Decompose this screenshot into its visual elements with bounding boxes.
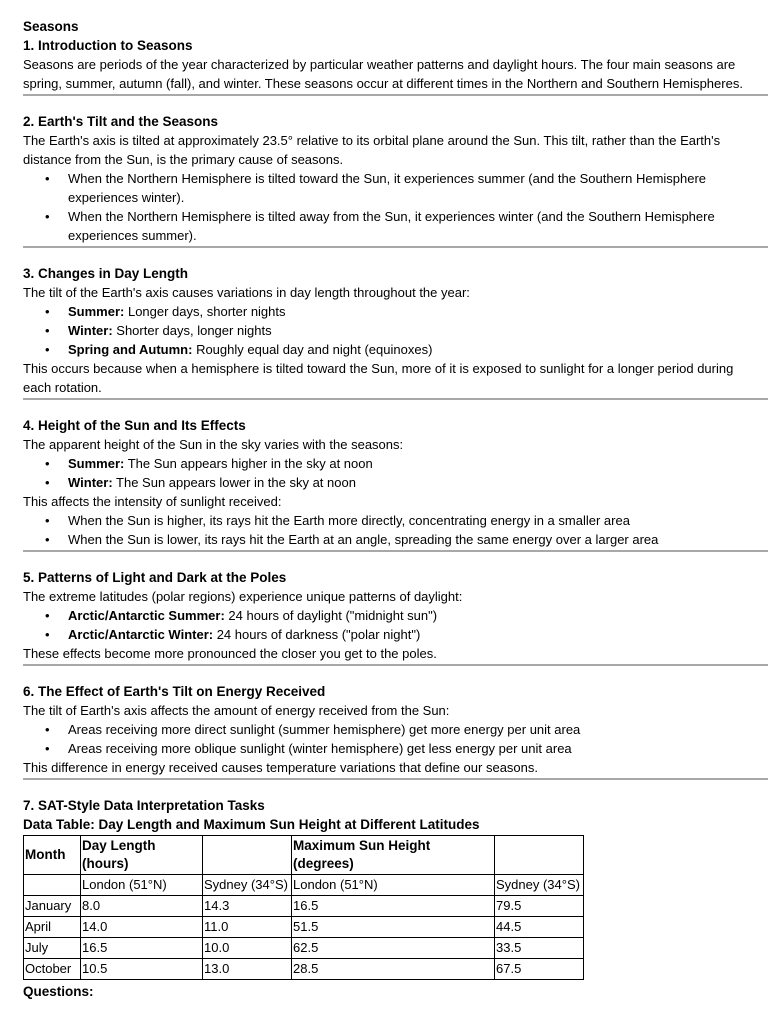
list-item-text: Shorter days, longer nights [112, 323, 272, 338]
section-heading: 1. Introduction to Seasons [23, 38, 193, 53]
list-item [68, 321, 745, 340]
list-item [68, 473, 745, 492]
table-row [24, 917, 584, 938]
table-header-cell [495, 836, 584, 875]
table-cell: 62.5 [292, 938, 495, 959]
list-item [68, 169, 745, 207]
list-item-term: Winter: [68, 323, 113, 338]
table-title: Data Table: Day Length and Maximum Sun Height at Different Latitudes [23, 817, 480, 832]
section-divider [23, 664, 768, 666]
section-divider [23, 94, 768, 96]
list-item-text: The Sun appears lower in the sky at noon [112, 475, 356, 490]
list-item-text: The Sun appears higher in the sky at noon [124, 456, 373, 471]
section-paragraph: The tilt of Earth's axis affects the amount of energy received from the Sun: [23, 703, 450, 718]
list-item-term: Spring and Autumn: [68, 342, 193, 357]
table-cell: Sydney (34°S) [495, 875, 584, 896]
section-heading: 6. The Effect of Earth's Tilt on Energy Received [23, 684, 326, 699]
table-header-cell [203, 836, 292, 875]
questions-label: Questions: [23, 984, 94, 999]
section-heading: 4. Height of the Sun and Its Effects [23, 418, 246, 433]
table-cell: 16.5 [292, 896, 495, 917]
section-data-tasks [23, 796, 745, 1001]
table-cell: 14.3 [203, 896, 292, 917]
table-cell: October [24, 959, 81, 980]
section-paragraph: The Earth's axis is tilted at approximately 23.5° relative to its orbital plane around the Sun. This tilt, rather than the Earth's distance from the Sun, is the primary cause of seasons. [23, 133, 721, 167]
bullet-list [23, 606, 745, 644]
list-item-text: 24 hours of darkness ("polar night") [213, 627, 421, 642]
section-paragraph: The tilt of the Earth's axis causes variations in day length throughout the year: [23, 285, 470, 300]
bullet-list [23, 302, 745, 359]
table-row [24, 896, 584, 917]
bullet-list [23, 169, 745, 245]
section-divider [23, 550, 768, 552]
list-item-text: When the Sun is lower, its rays hit the Earth at an angle, spreading the same energy over a larger area [68, 532, 659, 547]
section-heading: 5. Patterns of Light and Dark at the Poles [23, 570, 287, 585]
table-row [24, 959, 584, 980]
list-item [68, 207, 745, 245]
bullet-list [23, 454, 745, 492]
list-item-text: Roughly equal day and night (equinoxes) [192, 342, 433, 357]
table-header-cell: Maximum Sun Height (degrees) [292, 836, 495, 875]
table-cell: 79.5 [495, 896, 584, 917]
table-cell: 67.5 [495, 959, 584, 980]
section-paragraph: The extreme latitudes (polar regions) experience unique patterns of daylight: [23, 589, 463, 604]
list-item-term: Arctic/Antarctic Winter: [68, 627, 214, 642]
list-item-text: Areas receiving more direct sunlight (summer hemisphere) get more energy per unit area [68, 722, 581, 737]
list-item-term: Winter: [68, 475, 113, 490]
section-paragraph: Seasons are periods of the year characterized by particular weather patterns and daylight hours. The four main seasons are spring, summer, autumn (fall), and winter. These seasons occur at different times in the Northern and Southern Hemispheres. [23, 57, 743, 91]
table-row [24, 938, 584, 959]
list-item-term: Summer: [68, 304, 125, 319]
table-cell: 13.0 [203, 959, 292, 980]
list-item-text: When the Northern Hemisphere is tilted away from the Sun, it experiences winter (and the Southern Hemisphere experiences summer). [68, 209, 715, 243]
section-paragraph: This occurs because when a hemisphere is tilted toward the Sun, more of it is exposed to sunlight for a longer period during each rotation. [23, 361, 734, 395]
document-title: Seasons [23, 19, 79, 34]
list-item [68, 625, 745, 644]
section-heading: 2. Earth's Tilt and the Seasons [23, 114, 219, 129]
section-divider [23, 778, 768, 780]
table-cell: 28.5 [292, 959, 495, 980]
table-cell: 16.5 [81, 938, 203, 959]
document [23, 17, 745, 1001]
section-introduction [23, 36, 745, 93]
section-paragraph: The apparent height of the Sun in the sky varies with the seasons: [23, 437, 404, 452]
section-earths-tilt [23, 112, 745, 245]
table-cell: July [24, 938, 81, 959]
table-cell: 33.5 [495, 938, 584, 959]
list-item [68, 511, 745, 530]
section-energy-received [23, 682, 745, 777]
section-day-length [23, 264, 745, 397]
section-divider [23, 398, 768, 400]
section-divider [23, 246, 768, 248]
table-cell: January [24, 896, 81, 917]
table-cell: 14.0 [81, 917, 203, 938]
table-cell: 44.5 [495, 917, 584, 938]
table-cell: London (51°N) [292, 875, 495, 896]
table-cell: 11.0 [203, 917, 292, 938]
table-header-cell: Month [24, 836, 81, 875]
list-item [68, 302, 745, 321]
table-cell: 10.5 [81, 959, 203, 980]
table-header-cell: Day Length (hours) [81, 836, 203, 875]
list-item [68, 530, 745, 549]
list-item-term: Summer: [68, 456, 125, 471]
table-cell [24, 875, 81, 896]
list-item-text: 24 hours of daylight ("midnight sun") [224, 608, 438, 623]
list-item [68, 340, 745, 359]
section-polar-light [23, 568, 745, 663]
list-item-text: Longer days, shorter nights [124, 304, 286, 319]
list-item-term: Arctic/Antarctic Summer: [68, 608, 225, 623]
table-subheader-row [24, 875, 584, 896]
list-item-text: When the Northern Hemisphere is tilted toward the Sun, it experiences summer (and the Southern Hemisphere experiences winter). [68, 171, 707, 205]
bullet-list [23, 720, 745, 758]
list-item-text: When the Sun is higher, its rays hit the Earth more directly, concentrating energy in a smaller area [68, 513, 630, 528]
list-item [68, 606, 745, 625]
bullet-list [23, 511, 745, 549]
data-table [23, 835, 584, 980]
list-item-text: Areas receiving more oblique sunlight (winter hemisphere) get less energy per unit area [68, 741, 572, 756]
section-heading: 3. Changes in Day Length [23, 266, 189, 281]
table-cell: 51.5 [292, 917, 495, 938]
section-paragraph: This difference in energy received causes temperature variations that define our seasons. [23, 760, 538, 775]
list-item [68, 720, 745, 739]
list-item [68, 454, 745, 473]
section-paragraph: This affects the intensity of sunlight received: [23, 494, 282, 509]
table-cell: 8.0 [81, 896, 203, 917]
table-cell: London (51°N) [81, 875, 203, 896]
table-cell: April [24, 917, 81, 938]
list-item [68, 739, 745, 758]
section-sun-height [23, 416, 745, 549]
table-cell: Sydney (34°S) [203, 875, 292, 896]
table-cell: 10.0 [203, 938, 292, 959]
section-heading: 7. SAT-Style Data Interpretation Tasks [23, 798, 265, 813]
section-paragraph: These effects become more pronounced the closer you get to the poles. [23, 646, 437, 661]
table-header-row [24, 836, 584, 875]
